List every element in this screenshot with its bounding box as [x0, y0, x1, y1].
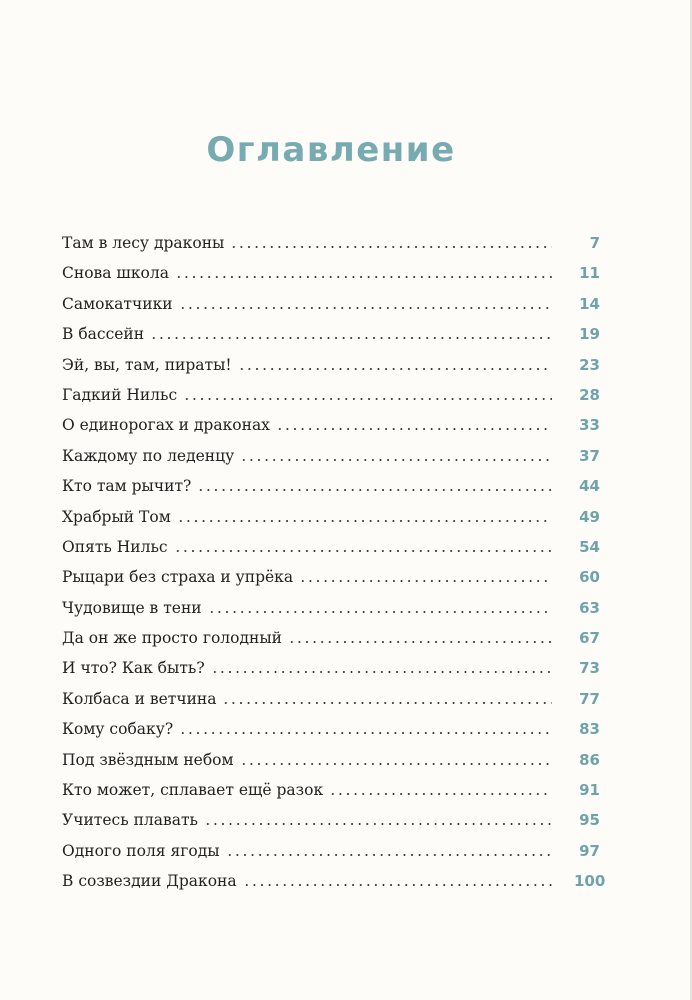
page-title: Оглавление — [206, 130, 456, 170]
dot-leader — [243, 884, 552, 886]
toc-entry-page: 23 — [579, 355, 600, 374]
toc-entry-page: 37 — [579, 446, 600, 465]
toc-entry-title: Гадкий Нильс — [62, 385, 178, 404]
toc-entry-page: 77 — [579, 689, 600, 708]
toc-entry — [62, 623, 600, 653]
toc-entry-title: Опять Нильс — [62, 537, 168, 556]
toc-entry-page: 73 — [579, 659, 600, 678]
dot-leader — [150, 337, 552, 339]
toc-entry-page: 91 — [579, 781, 600, 800]
toc-entry-page: 54 — [579, 537, 600, 556]
toc-entry-page: 63 — [579, 598, 600, 617]
dot-leader — [329, 793, 552, 795]
toc-entry-page: 19 — [579, 325, 600, 344]
toc-entry-title: Кому собаку? — [62, 720, 174, 739]
toc-entry-title: Рыцари без страха и упрёка — [62, 568, 294, 587]
toc-entry-title: Колбаса и ветчина — [62, 689, 217, 708]
toc-entry — [62, 562, 600, 592]
toc-entry-page: 14 — [579, 294, 600, 313]
toc-entry-title: И что? Как быть? — [62, 659, 205, 678]
dot-leader — [208, 611, 552, 613]
toc-entry — [62, 866, 606, 896]
toc-entry-page: 60 — [579, 568, 600, 587]
dot-leader — [183, 398, 552, 400]
toc-entry-page: 49 — [579, 507, 600, 526]
toc-entry-title: Чудовище в тени — [62, 598, 202, 617]
toc-entry-page: 33 — [579, 416, 600, 435]
dot-leader — [240, 763, 552, 765]
toc-entry — [62, 745, 600, 775]
toc-entry-page: 83 — [579, 720, 600, 739]
dot-leader — [177, 520, 552, 522]
toc-entry-title: В бассейн — [62, 325, 145, 344]
toc-entry — [62, 228, 600, 258]
toc-entry-title: Кто может, сплавает ещё разок — [62, 781, 324, 800]
dot-leader — [276, 428, 552, 430]
dot-leader — [175, 276, 552, 278]
toc-entry-page: 100 — [574, 872, 606, 891]
dot-leader — [179, 307, 552, 309]
toc-entry — [62, 319, 600, 349]
dot-leader — [288, 641, 552, 643]
table-of-contents — [62, 228, 606, 897]
toc-entry-page: 11 — [579, 264, 600, 283]
toc-entry — [62, 775, 600, 805]
toc-entry-title: В созвездии Дракона — [62, 872, 237, 891]
toc-entry-page: 67 — [579, 629, 600, 648]
dot-leader — [211, 671, 552, 673]
dot-leader — [299, 580, 552, 582]
toc-entry-title: О единорогах и драконах — [62, 416, 270, 435]
dot-leader — [174, 550, 552, 552]
toc-entry-title: Да он же просто голодный — [62, 629, 282, 648]
toc-entry — [62, 410, 600, 440]
dot-leader — [238, 368, 552, 370]
toc-entry — [62, 532, 600, 562]
toc-entry-title: Храбрый Том — [62, 507, 171, 526]
toc-entry — [62, 714, 600, 744]
dot-leader — [197, 489, 552, 491]
toc-entry — [62, 441, 600, 471]
toc-entry-page: 28 — [579, 385, 600, 404]
toc-entry-title: Под звёздным небом — [62, 750, 234, 769]
dot-leader — [222, 702, 552, 704]
dot-leader — [230, 246, 552, 248]
toc-entry-title: Эй, вы, там, пираты! — [62, 355, 232, 374]
toc-entry — [62, 502, 600, 532]
toc-entry — [62, 653, 600, 683]
toc-entry — [62, 350, 600, 380]
toc-entry — [62, 836, 600, 866]
toc-entry-page: 44 — [579, 477, 600, 496]
dot-leader — [226, 854, 552, 856]
toc-entry-page: 86 — [579, 750, 600, 769]
toc-entry — [62, 593, 600, 623]
toc-entry-page: 95 — [579, 811, 600, 830]
toc-entry-title: Кто там рычит? — [62, 477, 192, 496]
toc-entry — [62, 471, 600, 501]
toc-entry-title: Там в лесу драконы — [62, 234, 225, 252]
toc-entry-title: Одного поля ягоды — [62, 841, 220, 860]
toc-entry-title: Учитесь плавать — [62, 811, 198, 830]
toc-entry — [62, 258, 600, 288]
toc-entry — [62, 289, 600, 319]
dot-leader — [240, 459, 552, 461]
toc-entry-title: Каждому по леденцу — [62, 446, 235, 465]
toc-entry-title: Самокатчики — [62, 294, 173, 313]
toc-entry-page: 97 — [579, 841, 600, 860]
dot-leader — [179, 732, 552, 734]
toc-entry-page: 7 — [589, 234, 600, 252]
toc-entry-title: Снова школа — [62, 264, 169, 283]
toc-entry — [62, 805, 600, 835]
toc-entry — [62, 684, 600, 714]
dot-leader — [204, 823, 552, 825]
toc-entry — [62, 380, 600, 410]
